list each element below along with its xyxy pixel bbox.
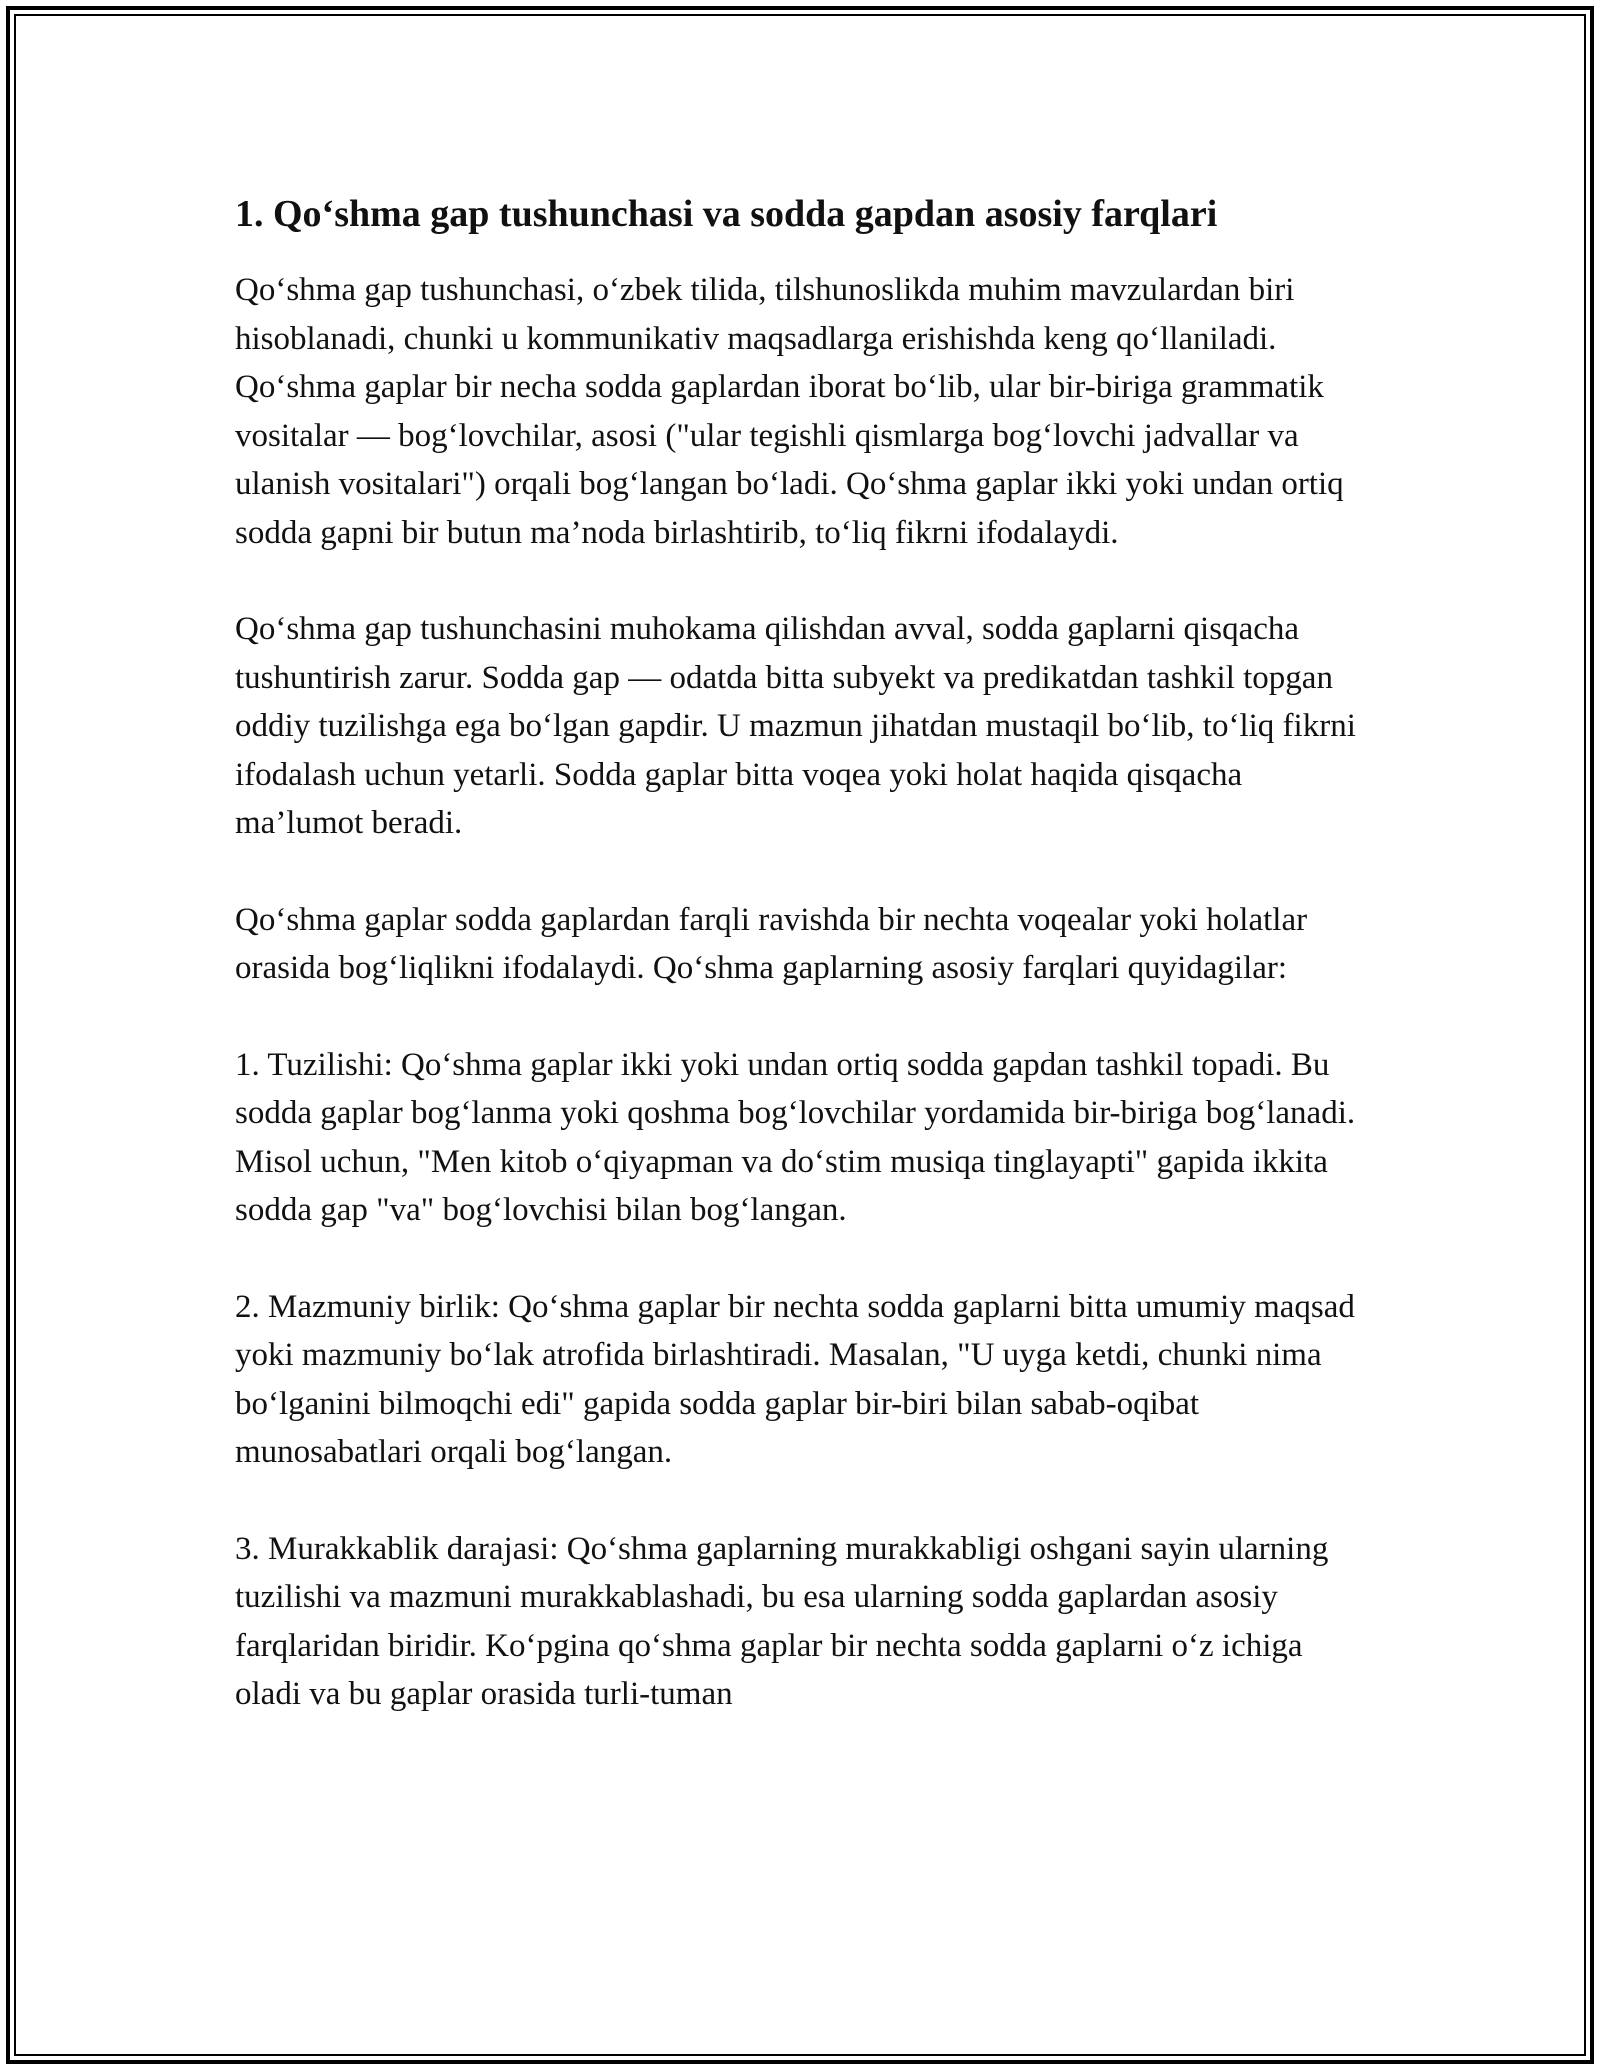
document-body [235,188,1365,1767]
section-heading: 1. Qo‘shma gap tushunchasi va sodda gapdan asosiy farqlari [235,193,1218,235]
paragraph-simple-sentence: Qo‘shma gap tushunchasini muhokama qilishdan avval, sodda gaplarni qisqacha tushuntirish zarur. Sodda gap — odatda bitta subyekt va predikatdan tashkil topgan oddiy tuzilishga ega bo‘lgan gapdir. U mazmun jihatdan mustaqil bo‘lib, to‘liq fikrni ifodalash uchun yetarli. Sodda gaplar bitta voqea yoki holat haqida qisqacha ma’lumot beradi. [235,611,1356,841]
paragraph-differences-intro: Qo‘shma gaplar sodda gaplardan farqli ravishda bir nechta voqealar yoki holatlar orasida bog‘liqlikni ifodalaydi. Qo‘shma gaplarning asosiy farqlari quyidagilar: [235,901,1308,986]
paragraph-point-structure: 1. Tuzilishi: Qo‘shma gaplar ikki yoki undan ortiq sodda gapdan tashkil topadi. Bu sodda gaplar bog‘lanma yoki qoshma bog‘lovchilar yordamida bir-biriga bog‘lanadi. Misol uchun, "Men kitob o‘qiyapman va do‘stim musiqa tinglayapti" gapida ikkita sodda gap "va" bog‘lovchisi bilan bog‘langan. [235,1046,1356,1228]
paragraph-definition: Qo‘shma gap tushunchasi, o‘zbek tilida, tilshunoslikda muhim mavzulardan biri hisoblanadi, chunki u kommunikativ maqsadlarga erishishda keng qo‘llaniladi. Qo‘shma gaplar bir necha sodda gaplardan iborat bo‘lib, ular bir-biriga grammatik vositalar — bog‘lovchilar, asosi ("ular tegishli qismlarga bog‘lovchi jadvallar va ulanish vositalari") orqali bog‘langan bo‘ladi. Qo‘shma gaplar ikki yoki undan ortiq sodda gapni bir butun ma’noda birlashtirib, to‘liq fikrni ifodalaydi. [235,272,1344,551]
paragraph-point-semantic-unity: 2. Mazmuniy birlik: Qo‘shma gaplar bir nechta sodda gaplarni bitta umumiy maqsad yoki mazmuniy bo‘lak atrofida birlashtiradi. Masalan, "U uyga ketdi, chunki nima bo‘lganini bilmoqchi edi" gapida sodda gaplar bir-biri bilan sabab-oqibat munosabatlari orqali bog‘langan. [235,1288,1355,1470]
paragraph-point-complexity: 3. Murakkablik darajasi: Qo‘shma gaplarning murakkabligi oshgani sayin ularning tuzilishi va mazmuni murakkablashadi, bu esa ularning sodda gaplardan asosiy farqlaridan biridir. Ko‘pgina qo‘shma gaplar bir nechta sodda gaplarni o‘z ichiga oladi va bu gaplar orasida turli-tuman [235,1530,1329,1712]
